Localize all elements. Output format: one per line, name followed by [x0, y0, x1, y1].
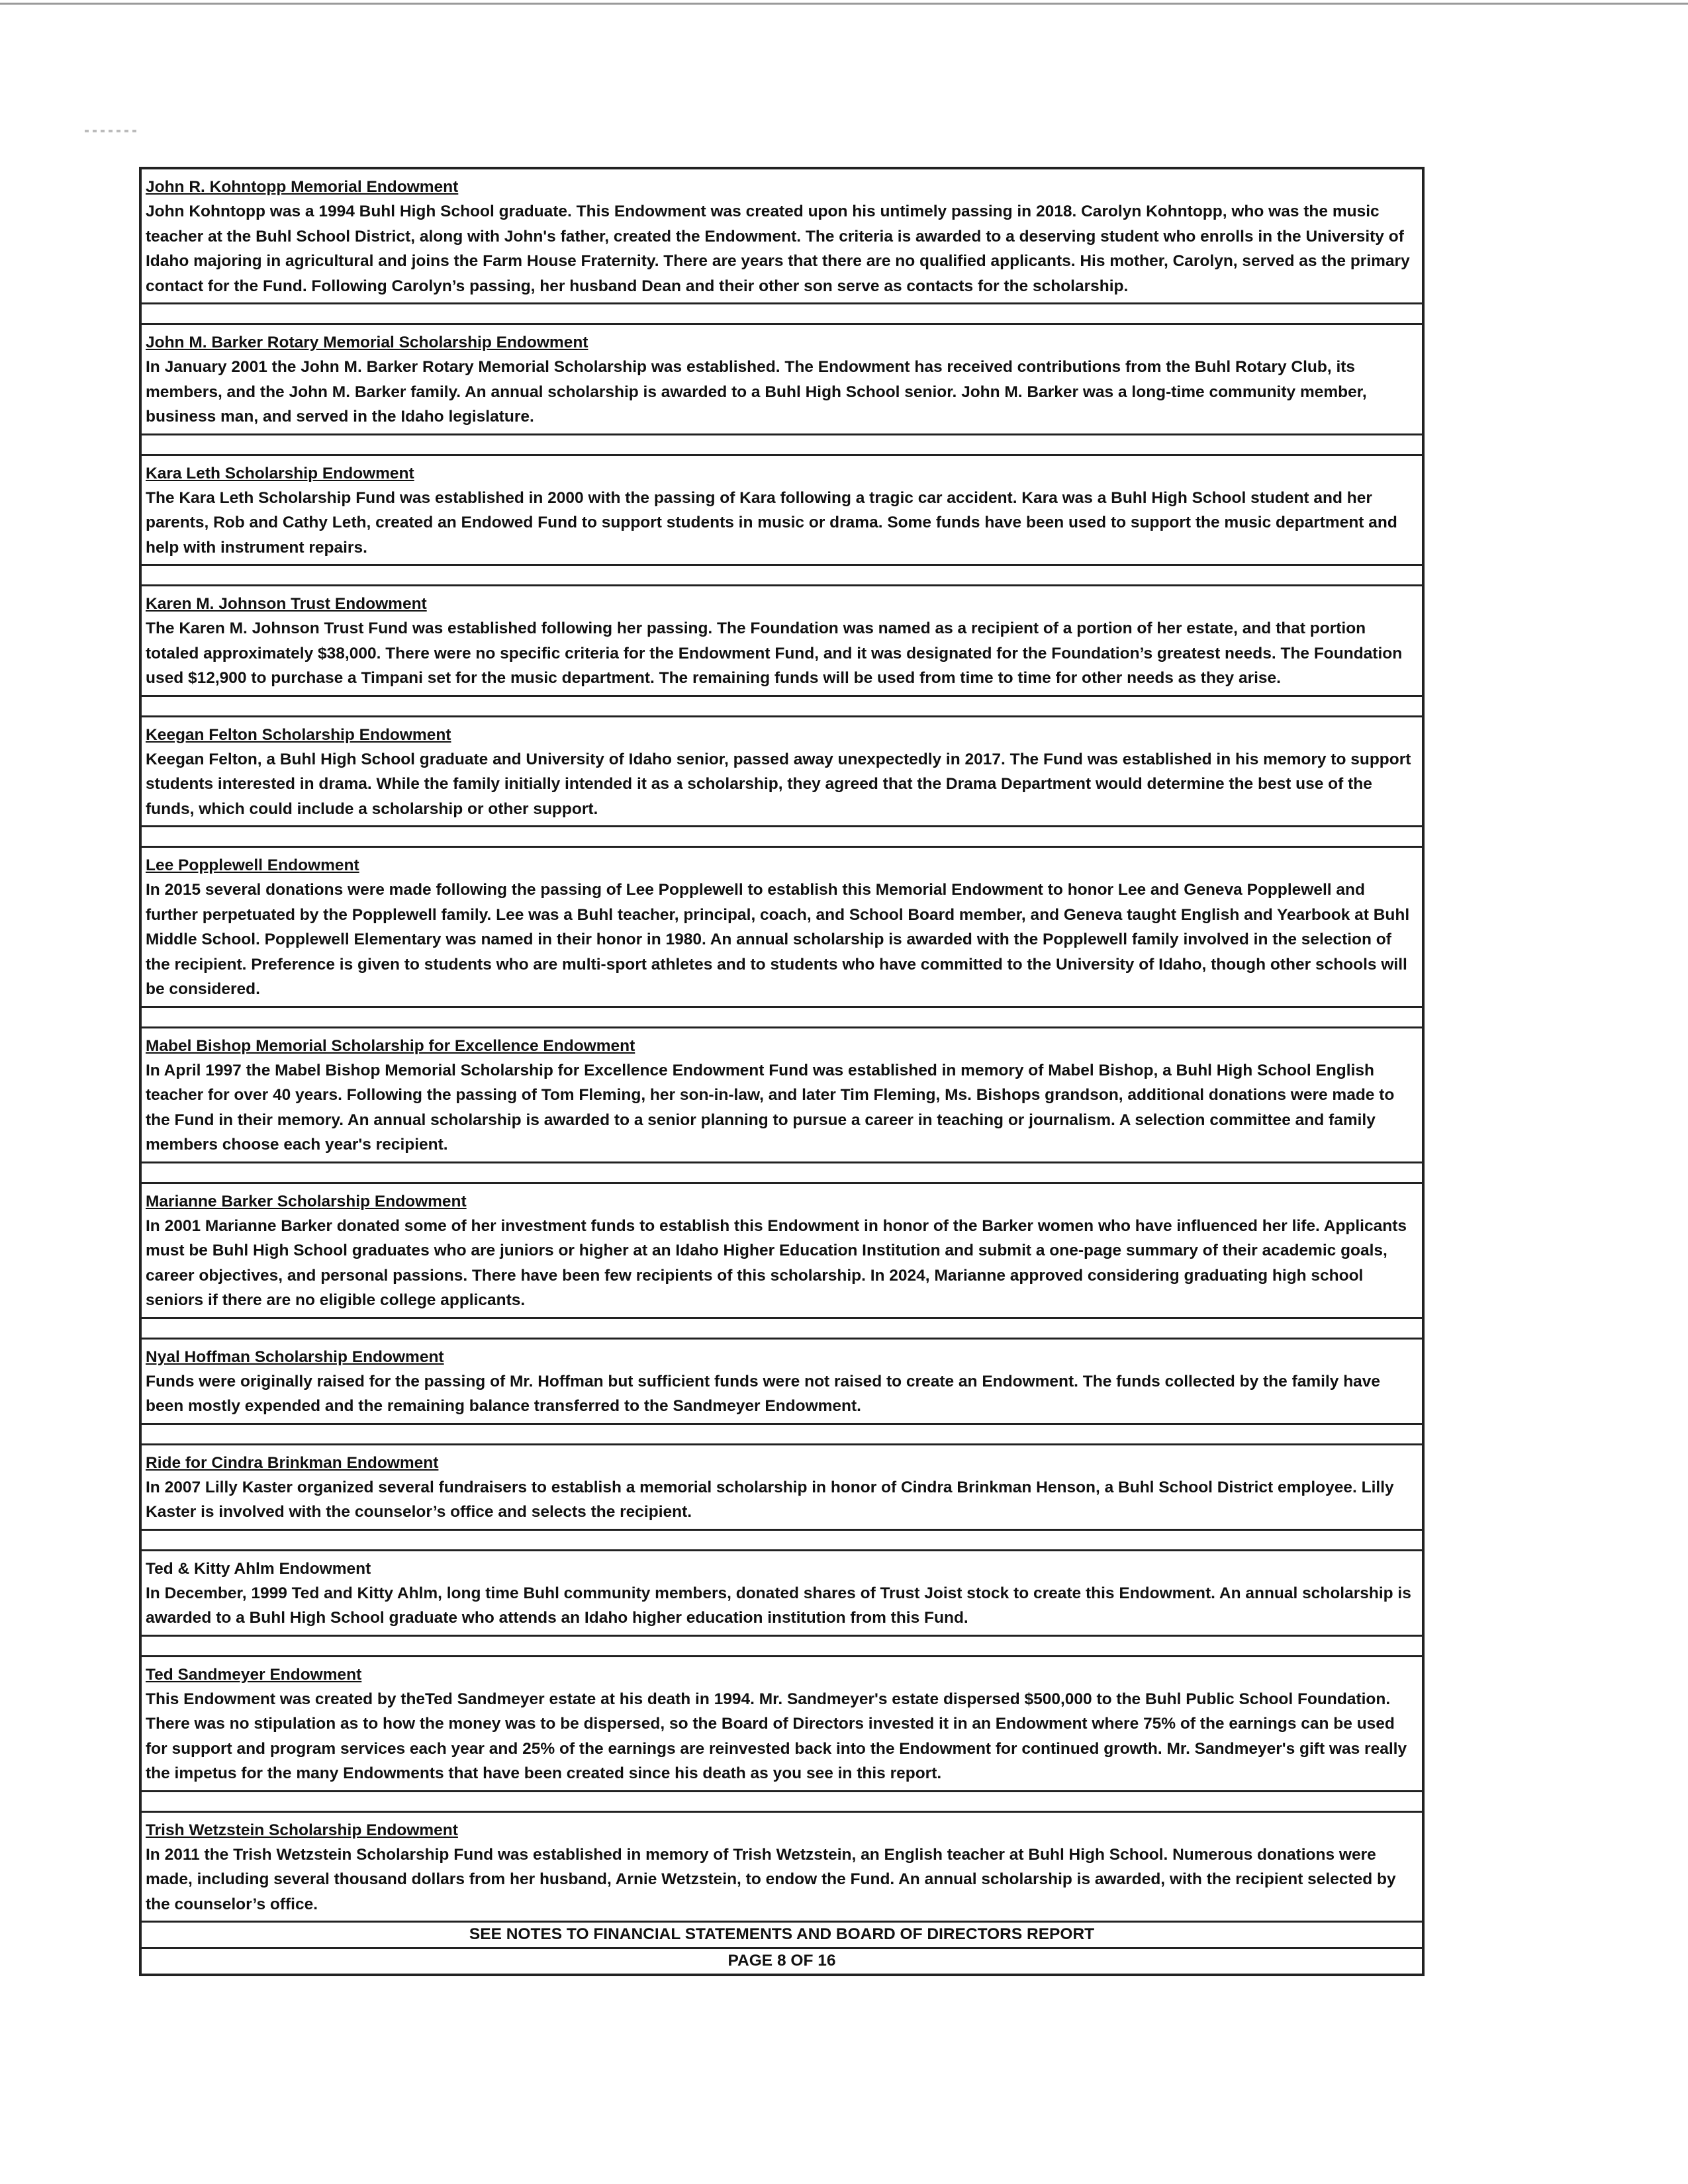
entry-description: John Kohntopp was a 1994 Buhl High School graduate. This Endowment was created upon his untimely passing in 2018. Carolyn Kohntopp, who was the music teacher at the Buhl School District, along with John's father, created the Endowment. The criteria is awarded to a deserving student who enrolls in the University of Idaho majoring in agricultural and joins the Farm House Fraternity. There are years that there are no qualified applicants. His mother, Carolyn, served as the primary contact for the Fund. Following Carolyn’s passing, her husband Dean and their other son serve as contacts for the scholarship.	[146, 203, 1410, 295]
entry-title: Mabel Bishop Memorial Scholarship for Excellence Endowment	[146, 1036, 635, 1055]
entry-description: This Endowment was created by theTed Sandmeyer estate at his death in 1994. Mr. Sandmeyer's estate dispersed $500,000 to the Buhl Public School Foundation. There was no stipulation as to how the money was to be dispersed, so the Board of Directors invested it in an Endowment where 75% of the earnings can be used for support and program services each year and 25% of the earnings are reinvested back into the Endowment for continued growth. Mr. Sandmeyer's gift was really the impetus for the many Endowments that have been created since his death as you see in this report.	[146, 1690, 1407, 1782]
entry-description: In December, 1999 Ted and Kitty Ahlm, long time Buhl community members, donated shares of Trust Joist stock to create this Endowment. An annual scholarship is awarded to a Buhl High School graduate who attends an Idaho higher education institution from this Fund.	[146, 1584, 1411, 1627]
entry-description: In January 2001 the John M. Barker Rotary Memorial Scholarship was established. The Endowment has received contributions from the Buhl Rotary Club, its members, and the John M. Barker family. An annual scholarship is awarded to a Buhl High School senior. John M. Barker was a long-time community member, business man, and served in the Idaho legislature.	[146, 358, 1367, 426]
entry-title: Nyal Hoffman Scholarship Endowment	[146, 1347, 444, 1366]
scan-artifact	[85, 130, 138, 132]
entry-description: In 2011 the Trish Wetzstein Scholarship Fund was established in memory of Trish Wetzstein, an English teacher at Buhl High School. Numerous donations were made, including several thousand dollars from her husband, Arnie Wetzstein, to endow the Fund. An annual scholarship is awarded, with the recipient selected by the counselor’s office.	[146, 1845, 1396, 1913]
entry-title: Ted Sandmeyer Endowment	[146, 1665, 362, 1684]
endowment-entry	[142, 586, 1422, 695]
entry-title: John R. Kohntopp Memorial Endowment	[146, 178, 459, 196]
footer-notes: SEE NOTES TO FINANCIAL STATEMENTS AND BOARD OF DIRECTORS REPORT	[142, 1921, 1422, 1947]
entry-title: Trish Wetzstein Scholarship Endowment	[146, 1821, 458, 1839]
endowment-entry	[142, 456, 1422, 565]
entry-description: The Karen M. Johnson Trust Fund was established following her passing. The Foundation was named as a recipient of a portion of her estate, and that portion totaled approximately $38,000. There were no specific criteria for the Endowment Fund, and it was designated for the Foundation’s greatest needs. The Foundation used $12,900 to purchase a Timpani set for the music department. The remaining funds will be used from time to time for other needs as they arise.	[146, 619, 1403, 687]
entry-description: Funds were originally raised for the passing of Mr. Hoffman but sufficient funds were not raised to create an Endowment. The funds collected by the family have been mostly expended and the remaining balance transferred to the Sandmeyer Endowment.	[146, 1372, 1381, 1415]
endowment-entry	[142, 169, 1422, 302]
entry-description: In 2015 several donations were made following the passing of Lee Popplewell to establish this Memorial Endowment to honor Lee and Geneva Popplewell and further perpetuated by the Popplewell family. Lee was a Buhl teacher, principal, coach, and School Board member, and Geneva taught English and Yearbook at Buhl Middle School. Popplewell Elementary was named in their honor in 1980. An annual scholarship is awarded with the Popplewell family involved in the selection of the recipient. Preference is given to students who are multi-sport athletes and to students who have committed to the University of Idaho, though other schools will be considered.	[146, 881, 1410, 998]
endowment-entry	[142, 848, 1422, 1006]
entry-description: The Kara Leth Scholarship Fund was established in 2000 with the passing of Kara following a tragic car accident. Kara was a Buhl High School student and her parents, Rob and Cathy Leth, created an Endowed Fund to support students in music or drama. Some funds have been used to support the music department and help with instrument repairs.	[146, 488, 1397, 557]
row-divider	[142, 1635, 1422, 1657]
endowment-entry	[142, 1184, 1422, 1317]
entry-description: Keegan Felton, a Buhl High School graduate and University of Idaho senior, passed away unexpectedly in 2017. The Fund was established in his memory to support students interested in drama. While the family initially intended it as a scholarship, they agreed that the Drama Department would determine the best use of the funds, which could include a scholarship or other support.	[146, 750, 1411, 818]
entry-title: Marianne Barker Scholarship Endowment	[146, 1192, 467, 1210]
entry-title: Ride for Cindra Brinkman Endowment	[146, 1453, 439, 1472]
row-divider	[142, 433, 1422, 456]
row-divider	[142, 825, 1422, 848]
row-divider	[142, 695, 1422, 717]
entry-description: In April 1997 the Mabel Bishop Memorial Scholarship for Excellence Endowment Fund was established in memory of Mabel Bishop, a Buhl High School English teacher for over 40 years. Following the passing of Tom Fleming, her son-in-law, and later Tim Fleming, Ms. Bishops grandson, additional donations were made to the Fund in their memory. An annual scholarship is awarded to a senior planning to pursue a career in teaching or journalism. A selection committee and family members choose each year's recipient.	[146, 1061, 1395, 1154]
row-divider	[142, 1317, 1422, 1340]
scan-top-edge	[0, 3, 1688, 5]
row-divider	[142, 564, 1422, 586]
endowment-entry	[142, 1813, 1422, 1921]
endowment-entry	[142, 1340, 1422, 1423]
entry-title: Kara Leth Scholarship Endowment	[146, 464, 414, 482]
row-divider	[142, 1161, 1422, 1184]
endowment-entry	[142, 717, 1422, 826]
entry-title: Keegan Felton Scholarship Endowment	[146, 725, 451, 744]
row-divider	[142, 302, 1422, 325]
endowment-entry	[142, 1028, 1422, 1161]
endowment-entry	[142, 325, 1422, 433]
endowment-table	[139, 167, 1425, 1976]
entry-description: In 2001 Marianne Barker donated some of her investment funds to establish this Endowment in honor of the Barker women who have influenced her life. Applicants must be Buhl High School graduates who are juniors or higher at an Idaho Higher Education Institution and submit a one-page summary of their academic goals, career objectives, and personal passions. There have been few recipients of this scholarship. In 2024, Marianne approved considering graduating high school seniors if there are no eligible college applicants.	[146, 1216, 1407, 1309]
row-divider	[142, 1006, 1422, 1028]
entry-title: Ted & Kitty Ahlm Endowment	[146, 1559, 371, 1578]
entry-description: In 2007 Lilly Kaster organized several fundraisers to establish a memorial scholarship in honor of Cindra Brinkman Henson, a Buhl School District employee. Lilly Kaster is involved with the counselor’s office and selects the recipient.	[146, 1478, 1394, 1521]
endowment-entry	[142, 1551, 1422, 1635]
entry-title: John M. Barker Rotary Memorial Scholarship Endowment	[146, 334, 588, 351]
endowment-entry	[142, 1657, 1422, 1790]
row-divider	[142, 1423, 1422, 1445]
entry-title: Karen M. Johnson Trust Endowment	[146, 595, 427, 613]
row-divider	[142, 1529, 1422, 1551]
page-number: PAGE 8 OF 16	[142, 1947, 1422, 1974]
row-divider	[142, 1790, 1422, 1813]
entry-title: Lee Popplewell Endowment	[146, 856, 359, 874]
endowment-entry	[142, 1445, 1422, 1529]
